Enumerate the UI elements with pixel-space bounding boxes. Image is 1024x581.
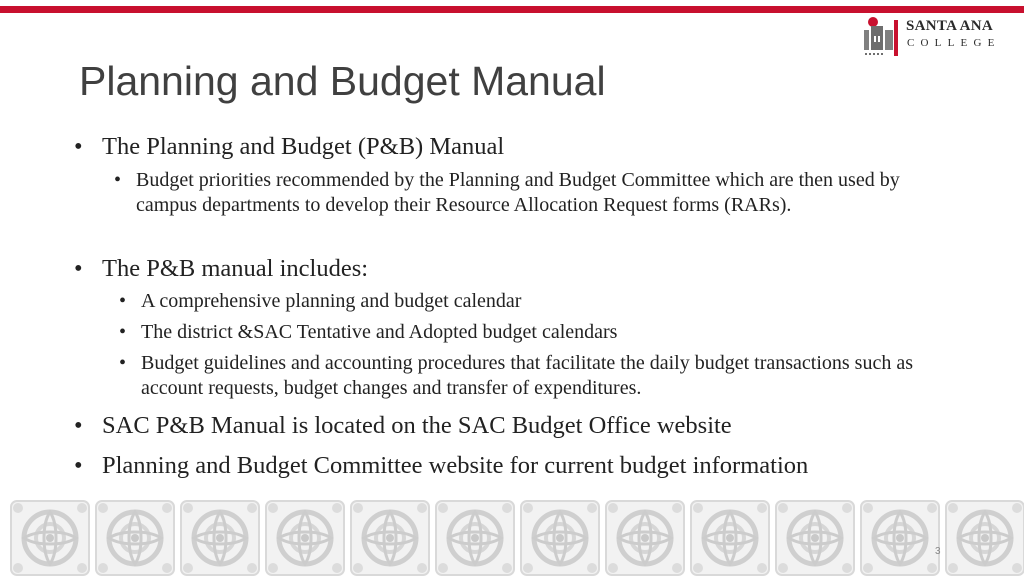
sub-bullet-text: The district &SAC Tentative and Adopted budget calendars (141, 321, 618, 343)
bullet-item (74, 452, 809, 480)
bullet-icon: • (119, 290, 127, 312)
tile-ornament-icon (520, 500, 600, 576)
slide-title: Planning and Budget Manual (79, 58, 606, 104)
sub-bullet-item (119, 351, 931, 401)
tile-ornament-icon (10, 500, 90, 576)
bullet-item (74, 255, 369, 283)
bullet-text: The Planning and Budget (P&B) Manual (102, 133, 505, 160)
tile-ornament-icon (860, 500, 940, 576)
tile-ornament-icon (265, 500, 345, 576)
bullet-item (74, 133, 505, 161)
page-number: 3 (935, 546, 941, 557)
tile-ornament-icon (95, 500, 175, 576)
bullet-text: SAC P&B Manual is located on the SAC Budget Office website (102, 412, 732, 439)
logo-text-secondary: COLLEGE (907, 37, 1001, 49)
sub-bullet-text: A comprehensive planning and budget calendar (141, 290, 522, 312)
tile-ornament-icon (690, 500, 770, 576)
sub-bullet-item (114, 168, 956, 218)
logo-text-primary: SANTA ANA (906, 18, 994, 34)
bullet-icon: • (74, 133, 83, 160)
bullet-icon: • (119, 321, 127, 343)
tile-ornament-icon (350, 500, 430, 576)
tile-ornament-icon (775, 500, 855, 576)
bullet-text: The P&B manual includes: (102, 255, 369, 282)
bullet-icon: • (74, 412, 83, 439)
sub-bullet-item (119, 320, 941, 345)
tile-ornament-icon (180, 500, 260, 576)
bullet-item (74, 412, 732, 440)
bullet-icon: • (74, 255, 83, 282)
decorative-tile-footer (0, 500, 1024, 576)
sub-bullet-text: Budget guidelines and accounting procedures that facilitate the daily budget transactions such as account requests, budget changes and transfer of expenditures. (141, 352, 913, 399)
tile-ornament-icon (945, 500, 1024, 576)
bullet-icon: • (114, 169, 122, 191)
tile-ornament-icon (435, 500, 515, 576)
bullet-icon: • (119, 352, 127, 374)
bullet-icon: • (74, 452, 83, 479)
sub-bullet-item (119, 289, 941, 314)
bullet-text: Planning and Budget Committee website for current budget information (102, 452, 809, 479)
sub-bullet-text: Budget priorities recommended by the Planning and Budget Committee which are then used by campus departments to develop their Resource Allocation Request forms (RARs). (136, 169, 900, 216)
tile-ornament-icon (605, 500, 685, 576)
